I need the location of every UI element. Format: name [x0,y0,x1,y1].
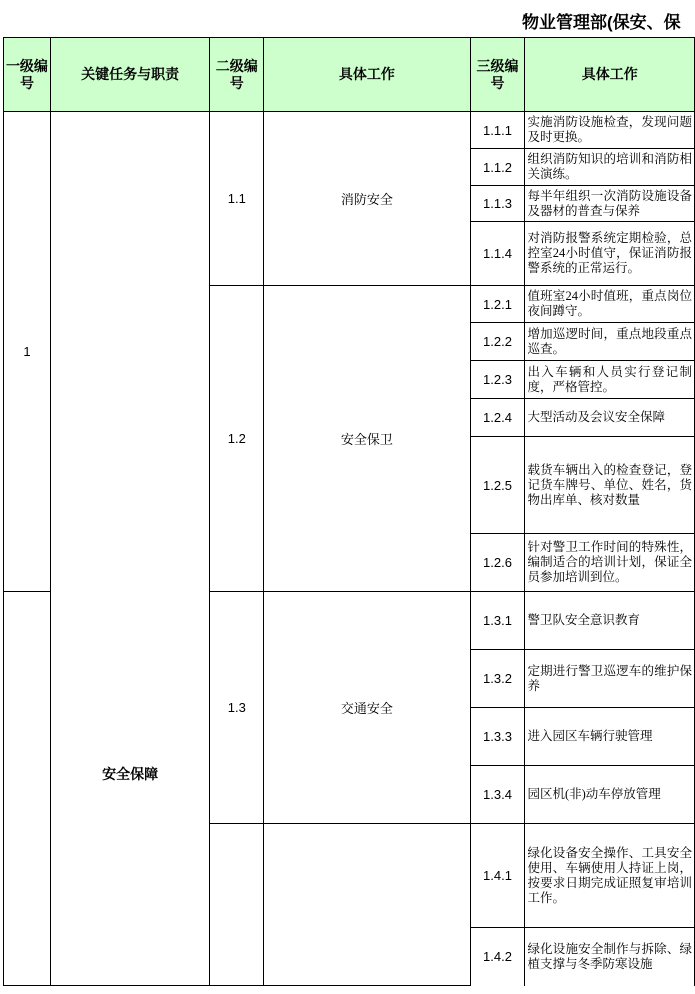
row-text: 针对警卫工作时间的特殊性，编制适合的培训计划，保证全员参加培训到位。 [525,534,695,592]
group-no: 1.2 [210,286,264,592]
page-title: 物业管理部(保安、保 [522,13,681,32]
row-text: 增加巡逻时间，重点地段重点巡查。 [525,323,695,361]
row-text: 警卫队安全意识教育 [525,592,695,650]
row-no: 1.1.3 [470,186,525,222]
header-level2-no: 二级编号 [210,38,264,112]
row-no: 1.2.6 [470,534,525,592]
row-no: 1.2.3 [470,361,525,399]
group-no [210,824,264,986]
row-text: 载货车辆出入的检查登记，登记货车牌号、单位、姓名，货物出库单、核对数量 [525,437,695,534]
row-no: 1.4.1 [470,824,525,928]
row-no: 1.4.2 [470,928,525,986]
row-text: 园区机(非)动车停放管理 [525,766,695,824]
level1-no-continued [4,592,51,986]
row-no: 1.1.2 [470,149,525,186]
row-text: 每半年组织一次消防设施设备及器材的普查与保养 [525,186,695,222]
group-name: 交通安全 [264,592,470,824]
row-no: 1.2.2 [470,323,525,361]
row-no: 1.3.3 [470,708,525,766]
group-name [264,824,470,986]
header-work2: 具体工作 [264,38,470,112]
duty-table [3,37,695,986]
row-text: 对消防报警系统定期检验，总控室24小时值守，保证消防报警系统的正常运行。 [525,222,695,286]
row-text: 组织消防知识的培训和消防相关演练。 [525,149,695,186]
header-key-task: 关键任务与职责 [50,38,209,112]
row-no: 1.1.1 [470,112,525,149]
row-no: 1.2.4 [470,399,525,437]
group-name: 消防安全 [264,112,470,286]
row-text: 大型活动及会议安全保障 [525,399,695,437]
header-level3-no: 三级编号 [470,38,525,112]
group-no: 1.3 [210,592,264,824]
header-level1-no: 一级编号 [4,38,51,112]
row-text: 值班室24小时值班，重点岗位夜间蹲守。 [525,286,695,323]
row-text: 绿化设施安全制作与拆除、绿植支撑与冬季防寒设施 [525,928,695,986]
header-work3: 具体工作 [525,38,695,112]
header-row [4,38,695,112]
row-text: 绿化设备安全操作、工具安全使用、车辆使用人持证上岗，按要求日期完成证照复审培训工作。 [525,824,695,928]
group-name: 安全保卫 [264,286,470,592]
row-no: 1.3.4 [470,766,525,824]
table-row [4,112,695,149]
row-no: 1.2.1 [470,286,525,323]
group-no: 1.1 [210,112,264,286]
row-no: 1.3.2 [470,650,525,708]
level1-task-label: 安全保障 [102,765,159,782]
row-text: 实施消防设施检查，发现问题及时更换。 [525,112,695,149]
level1-task [50,112,209,986]
row-no: 1.1.4 [470,222,525,286]
row-text: 出入车辆和人员实行登记制度，严格管控。 [525,361,695,399]
row-no: 1.2.5 [470,437,525,534]
row-no: 1.3.1 [470,592,525,650]
level1-no: 1 [4,112,51,592]
row-text: 定期进行警卫巡逻车的维护保养 [525,650,695,708]
row-text: 进入园区车辆行驶管理 [525,708,695,766]
